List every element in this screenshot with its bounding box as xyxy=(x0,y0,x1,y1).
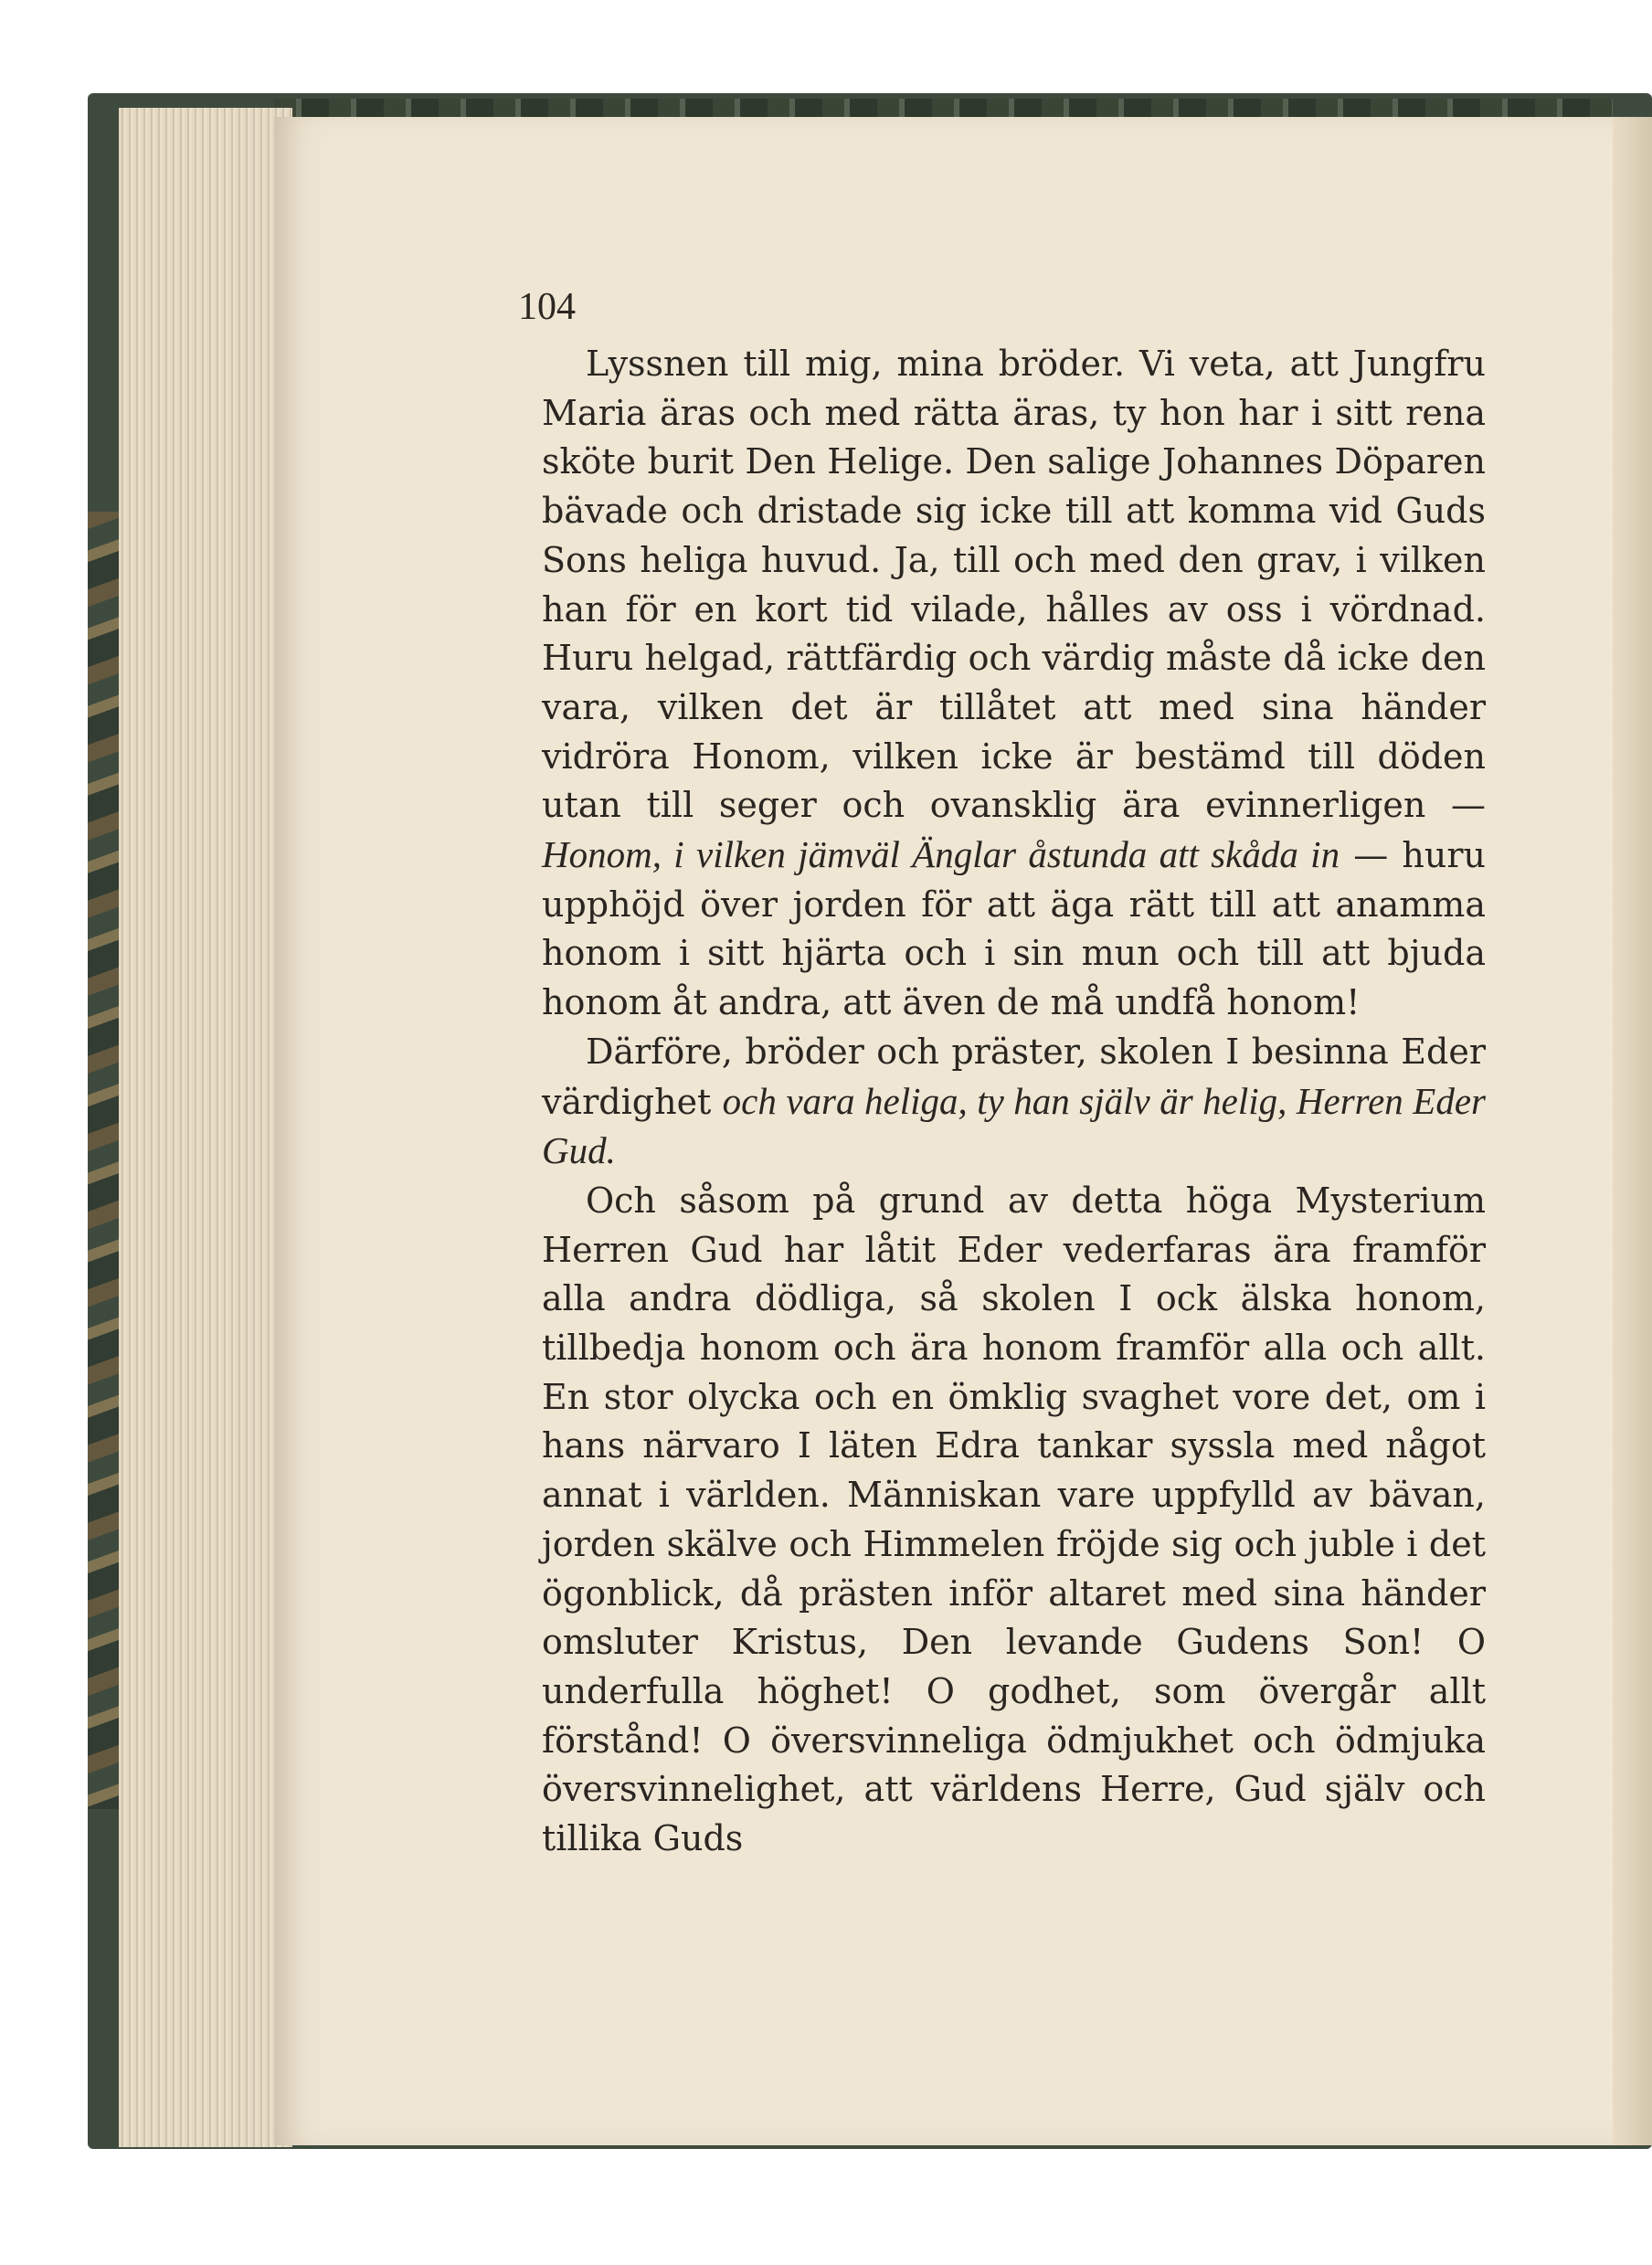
right-page-edge xyxy=(1613,117,1652,2145)
italic-quote: Honom, i vilken jämväl Änglar åstunda att skåda in xyxy=(542,833,1340,876)
top-binding-band xyxy=(274,99,1613,119)
text-segment: Och såsom på grund av detta höga Mysterium Herren Gud har låtit Eder vederfaras ära framför alla andra dödliga, så skolen I ock älska honom, tillbedja honom och ära honom framför alla och allt. En stor olycka och en ömklig svaghet vore det, om i hans närvaro I läten Edra tankar syssla med något annat i världen. Människan vare uppfylld av bävan, jorden skälve och Himmelen fröjde sig och juble i det ögonblick, då prästen inför altaret med sina händer omsluter Kristus, Den levande Gudens Son! O underfulla höghet! O godhet, som övergår allt förstånd! O översvinneliga ödmjukhet och ödmjuka översvinnelighet, att världens Herre, Gud själv och tillika Guds xyxy=(542,1180,1486,1859)
paragraph-3 xyxy=(542,1177,1486,1864)
text-segment: Lyssnen till mig, mina bröder. Vi veta, att Jungfru Maria äras och med rätta äras, ty hon har i sitt rena sköte burit Den Helige. Den salige Johannes Döparen bävade och dristade sig icke till att komma vid Guds Sons heliga huvud. Ja, till och med den grav, i vilken han för en kort tid vilade, hålles av oss i vördnad. Huru helgad, rättfärdig och värdig måste då icke den vara, vilken det är tillåtet att med sina händer vidröra Honom, vilken icke är bestämd till döden utan till seger och ovansklig ära evinnerligen — xyxy=(542,344,1486,826)
page-stack-edges xyxy=(119,108,292,2147)
text-segment: Därföre, bröder och präster, skolen I besinna Eder värdighet xyxy=(542,1031,1486,1122)
page-number: 104 xyxy=(518,286,576,328)
body-text xyxy=(542,340,1486,1864)
text-segment: — huru upphöjd över jorden för att äga rätt till att anamma honom i sitt hjärta och i sin mun och till att bjuda honom åt andra, att även de må undfå honom! xyxy=(542,835,1486,1023)
paragraph-2 xyxy=(542,1028,1486,1177)
italic-quote: och vara heliga, ty han själv är helig, Herren Eder Gud. xyxy=(542,1079,1486,1172)
paragraph-1 xyxy=(542,340,1486,1028)
